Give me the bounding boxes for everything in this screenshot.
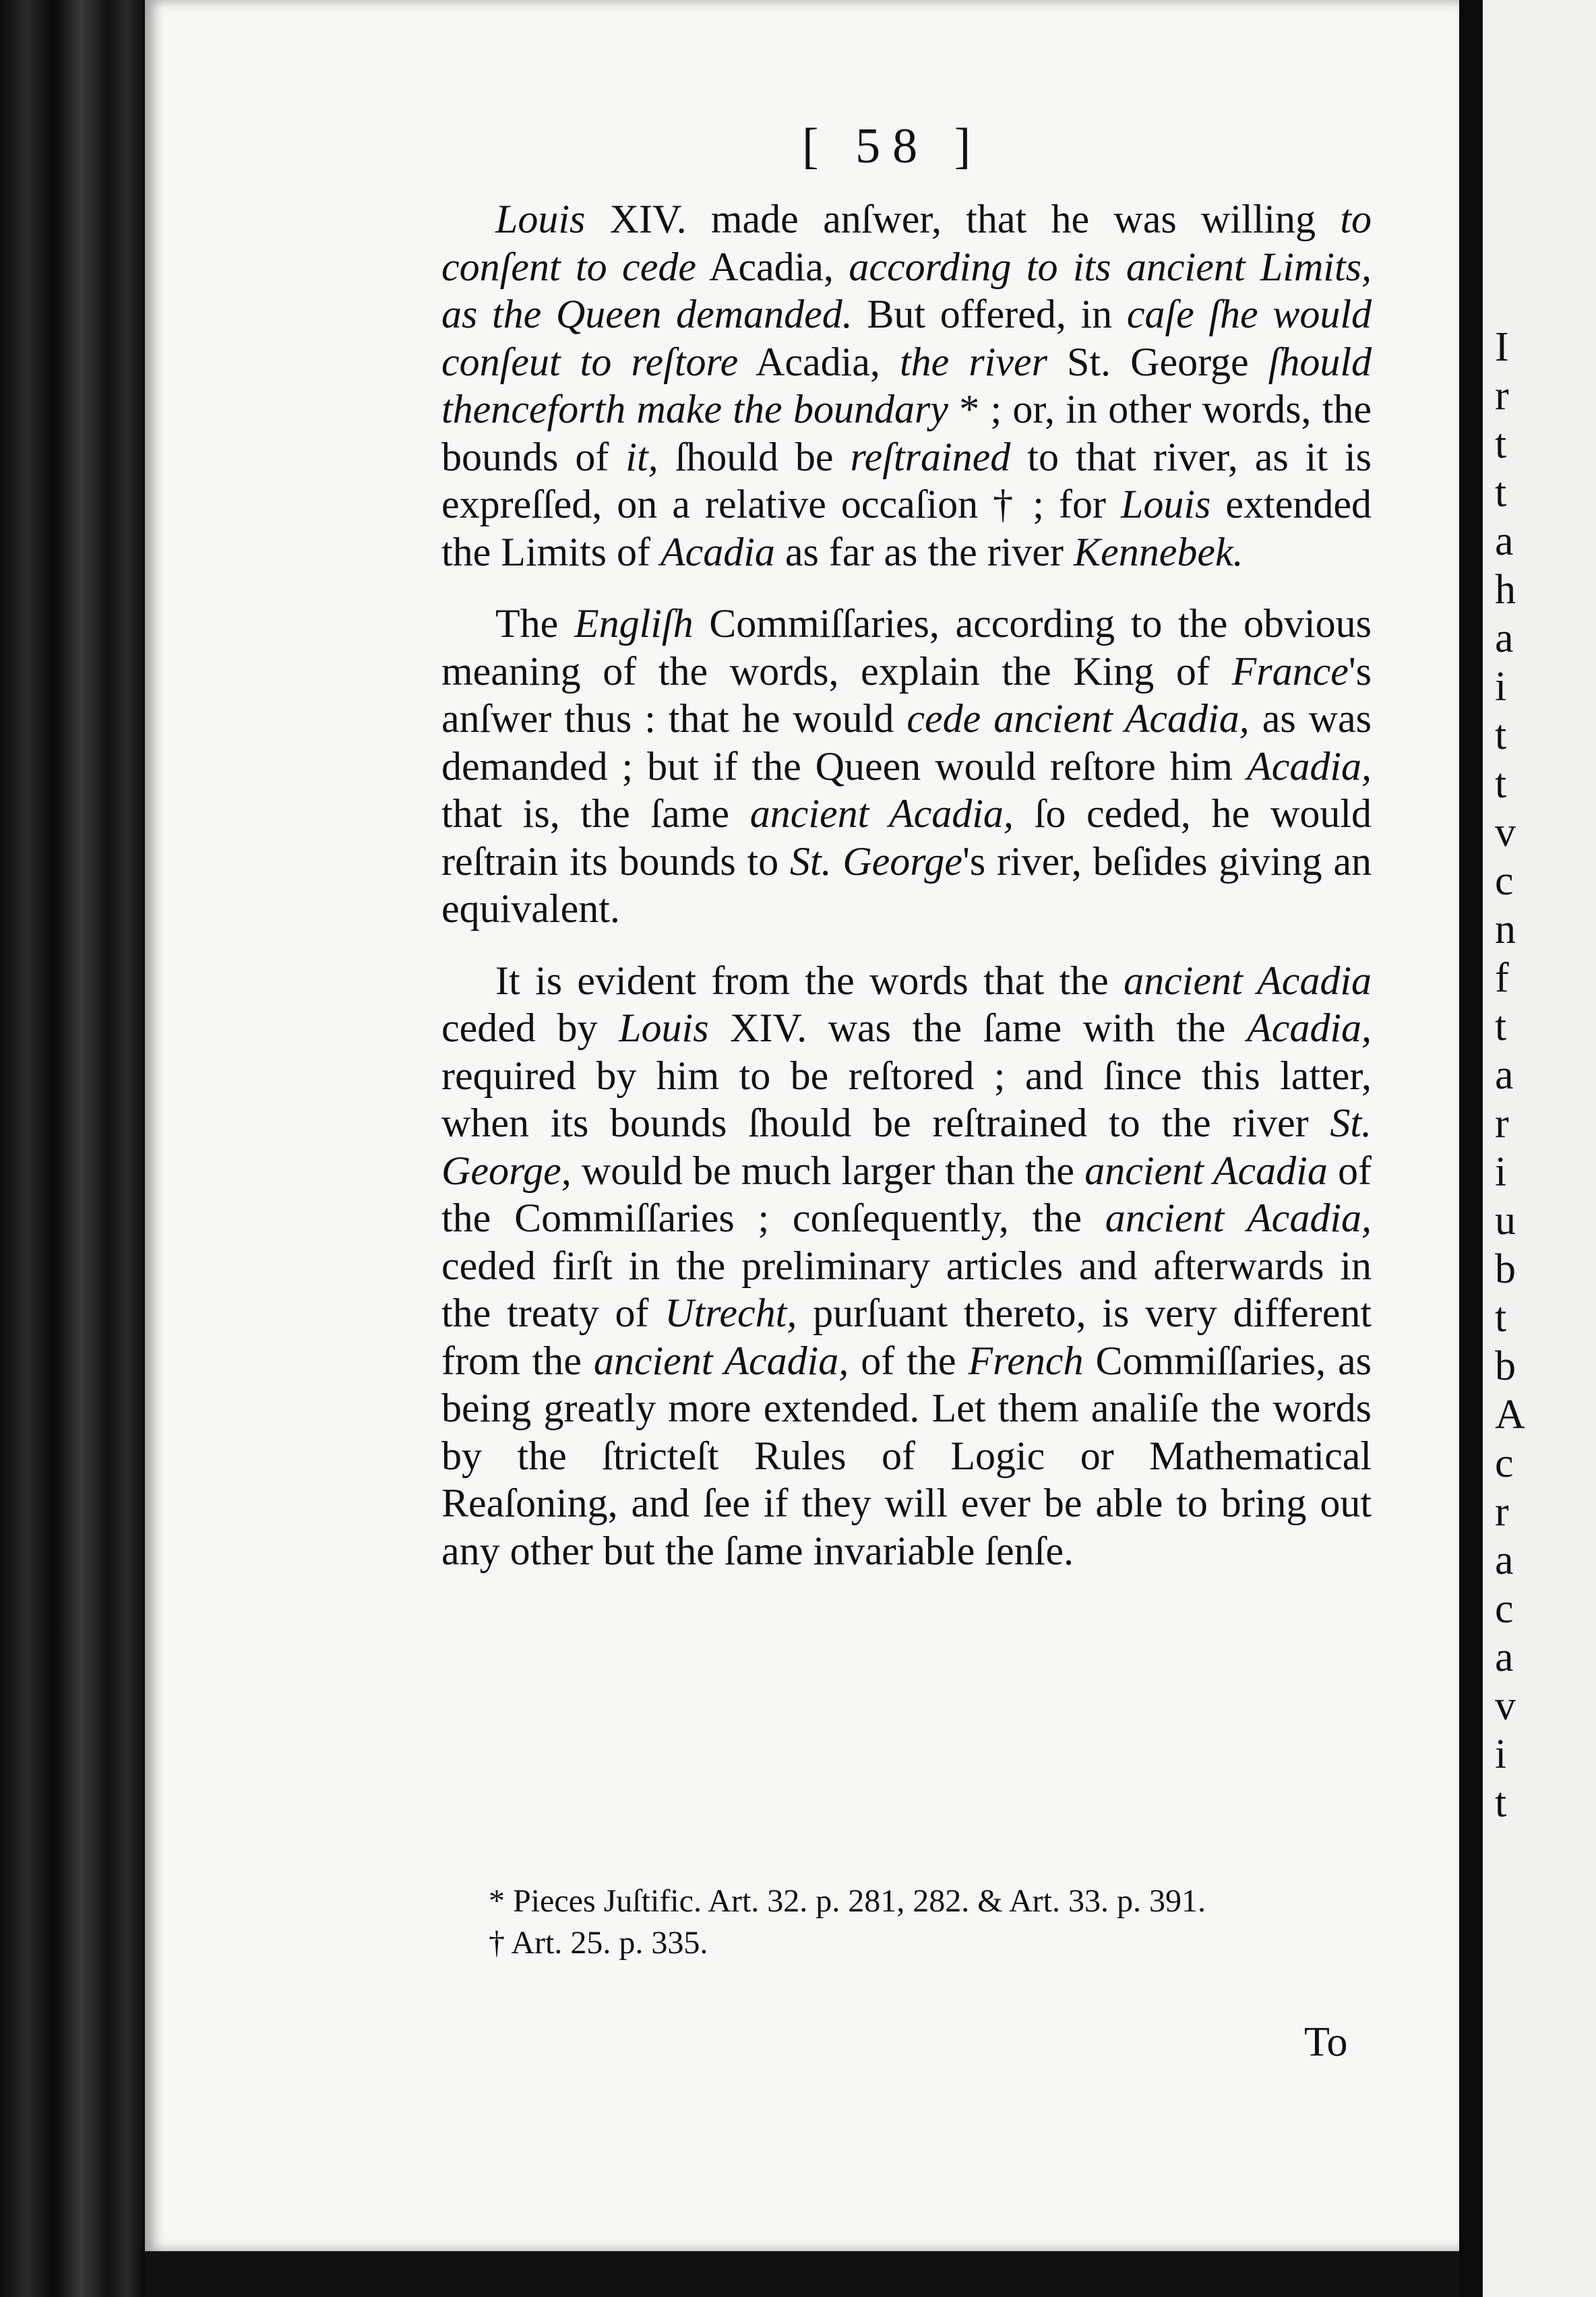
next-page-letter: t [1495,421,1507,467]
text-run: purſuant thereto, is very different from the [441,1291,1372,1383]
next-page-letter: i [1495,1149,1507,1195]
text-run: XIV. was the ſame with the [708,1006,1248,1050]
next-page-letter: i [1495,1732,1507,1777]
text-run: Acadia, [696,244,849,289]
next-page-letter: a [1495,1634,1514,1680]
text-run: it, [625,434,658,479]
text-run: St. George [789,838,963,884]
text-run: France [1231,648,1349,694]
next-page-letter: r [1495,373,1509,419]
next-page-letter: i [1495,664,1507,710]
text-run: But offered, in [852,292,1127,336]
text-run: St. George, [441,1101,1372,1193]
text-run: ancient Acadia [1124,958,1372,1003]
footnotes [441,1880,1372,1964]
text-run: would be much larger than the [571,1148,1085,1193]
paragraph [441,600,1372,933]
text-run: Kennebek. [1074,529,1244,574]
text-run: ſhould be [658,434,851,479]
next-page-letter: a [1495,1052,1514,1098]
next-page-letter: b [1495,1343,1516,1389]
text-run: XIV. made anſwer, that he was willing [585,197,1341,241]
text-run: of the [849,1338,969,1383]
next-page-letter: a [1495,615,1514,661]
text-run: cede ancient Acadia, [907,696,1250,741]
text-run: 's river, beſides giving an equivalent. [441,838,1372,931]
text-run: French [968,1338,1084,1383]
text-run: Commiſſaries, according to the obvious meaning of the words, explain the King of [441,601,1372,694]
next-page-edge [1483,0,1596,2297]
text-run: ancient Acadia, [749,791,1014,836]
next-page-letter: t [1495,1295,1507,1341]
text-run: ancient Acadia, [593,1338,849,1383]
next-page-letter: b [1495,1246,1516,1292]
next-page-letter: t [1495,1780,1507,1826]
text-run: ſhould thenceforth make the boundary [441,339,1372,431]
next-page-letter: v [1495,1683,1516,1729]
text-run: Utrecht, [665,1291,797,1335]
text-run: to that river, as it is expreſſed, on a relative occaſion † ; for [441,434,1372,526]
text-run: extended the Limits of [441,482,1372,574]
footnote: † Art. 25. p. 335. [489,1925,708,1961]
next-page-letter: r [1495,1101,1509,1146]
next-page-letter: t [1495,470,1507,516]
next-page-letter: t [1495,712,1507,758]
text-run: caſe ſhe would conſeut to reſtore [441,292,1372,384]
next-page-letter: A [1495,1392,1525,1438]
next-page-letter: u [1495,1198,1516,1244]
book-binding [0,0,145,2297]
next-page-letter: n [1495,907,1516,952]
text-run: The [495,601,574,646]
text-run: It is evident from the words that the [495,958,1124,1003]
next-page-letter: t [1495,761,1507,807]
next-page-letter: c [1495,1440,1514,1486]
text-run: Acadia, [738,339,900,384]
paragraph [441,957,1372,1575]
text-run: ceded by [441,1006,619,1050]
text-run: the river [899,339,1047,384]
text-run: reſtrained [850,434,1011,479]
text-run: according to its ancient Limits, as the Queen demanded. [441,244,1372,336]
text-run: Louis [619,1006,709,1050]
next-page-letter: a [1495,1537,1514,1583]
paragraph [441,195,1372,576]
text-run: Louis [495,197,586,241]
catchword: To [1304,2019,1348,2065]
text-run: St. George [1047,339,1268,384]
text-run: as was demanded ; but if the Queen would reſtore him [441,696,1372,789]
text-run: that is, the ſame [441,791,750,836]
next-page-letter: v [1495,809,1516,855]
next-page-letter: t [1495,1004,1507,1049]
text-run: required by him to be reſtored ; and ſince this latter, when its bounds ſhould be reſtrained to the river [441,1053,1372,1145]
text-run: of the Commiſſaries ; conſequently, the [441,1148,1372,1240]
text-run: ſo ceded, he would reſtrain its bounds to [441,791,1372,884]
body-text [441,195,1372,1599]
next-page-letter: I [1495,324,1509,370]
page-gutter [1459,0,1483,2297]
text-run: Engliſh [574,601,694,646]
text-run: Acadia [660,529,775,574]
next-page-letter: a [1495,518,1514,564]
text-run: Louis [1121,482,1211,526]
text-run: to conſent to cede [441,197,1372,289]
next-page-letter: c [1495,1586,1514,1632]
page-bottom-shadow [145,2251,1459,2297]
text-run: Acadia, [1247,743,1372,789]
text-run: * ; or, in other words, the bounds of [441,387,1372,479]
text-run: ceded firſt in the preliminary articles and afterwards in the treaty of [441,1243,1372,1335]
next-page-letter: r [1495,1489,1509,1535]
text-run: Commiſſaries, as being greatly more extended. Let them analiſe the words by the ſtricteſt Rules of Logic or Mathematical Reaſoning, and ſee if they will ever be able to bring out any other but the ſame invariable ſenſe. [441,1338,1372,1573]
next-page-letter: c [1495,858,1514,904]
next-page-letter: f [1495,955,1509,1001]
text-run: 's anſwer thus : that he would [441,648,1372,741]
text-run: as far as the river [774,529,1074,574]
text-run: ancient Acadia, [1105,1196,1372,1240]
next-page-letter: h [1495,567,1516,613]
footnote: * Pieces Juſtific. Art. 32. p. 281, 282. & Art. 33. p. 391. [489,1883,1206,1919]
text-run: ancient Acadia [1084,1148,1328,1193]
text-run: Acadia, [1247,1006,1372,1050]
page-number: [ 58 ] [802,119,983,174]
